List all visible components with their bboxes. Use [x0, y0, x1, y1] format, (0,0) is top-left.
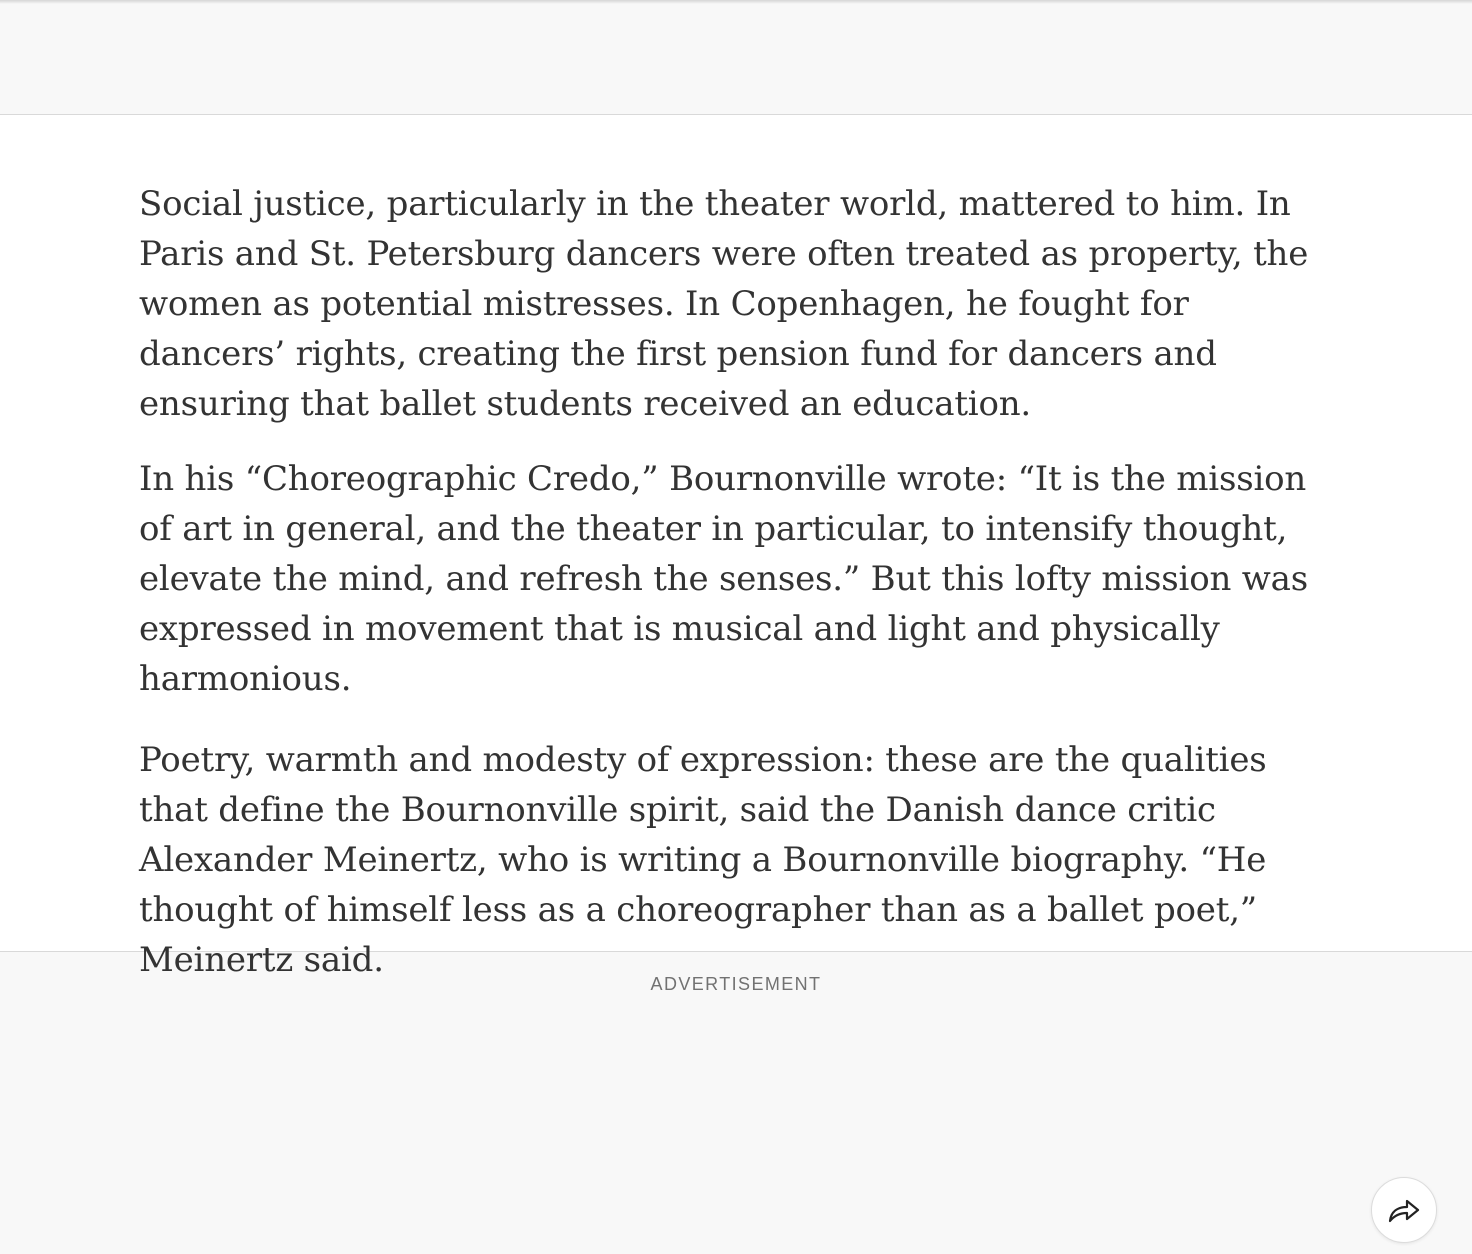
advertisement-label: ADVERTISEMENT	[650, 974, 822, 994]
article-section	[0, 115, 1472, 980]
article-paragraph: Poetry, warmth and modesty of expression: these are the qualities that define the Bournonville spirit, said the Danish dance critic Alexander Meinertz, who is writing a Bournonville biography. “He thought of himself less as a choreographer than as a ballet poet,” Meinertz said.	[139, 740, 1267, 980]
top-ad-slot	[0, 0, 1472, 115]
share-arrow-icon	[1384, 1190, 1424, 1230]
article-paragraph: Social justice, particularly in the theater world, mattered to him. In Paris and St. Petersburg dancers were often treated as property, the women as potential mistresses. In Copenhagen, he fought for dancers’ rights, creating the first pension fund for dancers and ensuring that ballet students received an education.	[139, 184, 1309, 424]
article-body	[139, 179, 1339, 985]
header-shadow	[0, 0, 1472, 4]
article-paragraph: In his “Choreographic Credo,” Bournonville wrote: “It is the mission of art in general, and the theater in particular, to intensify thought, elevate the mind, and refresh the senses.” But this lofty mission was expressed in movement that is musical and light and physically harmonious.	[139, 459, 1308, 699]
share-button[interactable]	[1371, 1177, 1437, 1243]
